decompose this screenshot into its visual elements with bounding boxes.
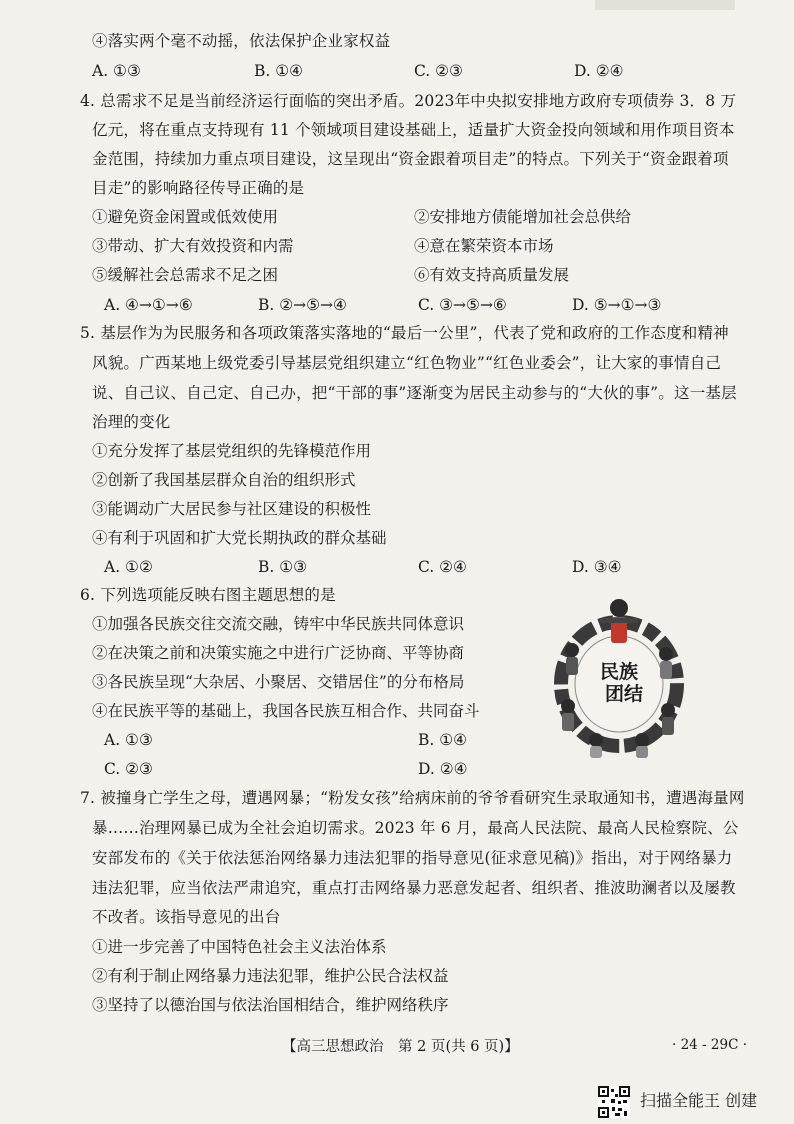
q6-item-2: ②在决策之前和决策实施之中进行广泛协商、平等协商 — [92, 644, 465, 662]
q5-stem-line-3: 说、自己议、自己定、自己办，把“干部的事”逐渐变为居民主动参与的“大伙的事”。这一基层 — [92, 384, 737, 402]
q4-stem-line-4: 目走”的影响路径传导正确的是 — [92, 179, 305, 197]
illustration-title-line-2: 团结 — [604, 683, 644, 705]
q6-item-4: ④在民族平等的基础上，我国各民族互相合作、共同奋斗 — [92, 702, 480, 720]
q7-item-3: ③坚持了以德治国与依法治国相结合，维护网络秩序 — [92, 996, 449, 1014]
q5-stem-line-1: 5. 基层作为为民服务和各项政策落实落地的“最后一公里”，代表了党和政府的工作态度和精神 — [80, 324, 729, 342]
q5-choice-a: A. ①② — [104, 558, 153, 576]
q6-choice-b: B. ①④ — [418, 731, 468, 749]
q5-item-4: ④有利于巩固和扩大党长期执政的群众基础 — [92, 529, 387, 547]
q6-choice-c: C. ②③ — [104, 760, 153, 778]
q5-item-1: ①充分发挥了基层党组织的先锋模范作用 — [92, 442, 372, 460]
scanner-watermark: 扫描全能王 创建 — [640, 1091, 758, 1110]
scan-artifact — [595, 0, 735, 10]
q7-stem-line-5: 不改者。该指导意见的出台 — [92, 908, 281, 926]
q6-item-3: ③各民族呈现“大杂居、小聚居、交错居住”的分布格局 — [92, 673, 465, 691]
q5-stem-line-2: 风貌。广西某地上级党委引导基层党组织建立“红色物业”“红色业委会”，让大家的事情自己 — [92, 354, 722, 372]
q4-stem-line-2: 亿元，将在重点支持现有 11 个领域项目建设基础上，适量扩大资金投向领域和用作项目资本 — [92, 121, 735, 139]
q4-item-4: ④意在繁荣资本市场 — [414, 237, 554, 255]
qr-code-icon — [598, 1086, 630, 1118]
q4-item-1: ①避免资金闲置或低效使用 — [92, 208, 279, 226]
exam-code: · 24 - 29C · — [672, 1037, 747, 1053]
q5-item-3: ③能调动广大居民参与社区建设的积极性 — [92, 500, 372, 518]
q3-item-4: ④落实两个毫不动摇，依法保护企业家权益 — [92, 32, 391, 50]
q4-choice-c: C. ③→⑤→⑥ — [418, 296, 507, 314]
q5-choice-c: C. ②④ — [418, 558, 467, 576]
q4-item-3: ③带动、扩大有效投资和内需 — [92, 237, 294, 255]
q6-choice-a: A. ①③ — [104, 731, 153, 749]
illustration-title-line-1: 民族 — [599, 661, 639, 683]
q4-stem-line-3: 金范围，持续加力重点项目建设，这呈现出“资金跟着项目走”的特点。下列关于“资金跟着项 — [92, 150, 729, 168]
q4-choice-d: D. ⑤→①→③ — [572, 296, 662, 314]
q7-stem-line-3: 安部发布的《关于依法惩治网络暴力违法犯罪的指导意见(征求意见稿)》指出，对于网络暴力 — [92, 849, 733, 867]
q4-choice-a: A. ④→①→⑥ — [104, 296, 193, 314]
q3-choice-b: B. ①④ — [254, 62, 304, 80]
q3-choice-a: A. ①③ — [92, 62, 141, 80]
page-footer: 【高三思想政治 第 2 页(共 6 页)】 — [282, 1039, 519, 1055]
q7-stem-line-1: 7. 被撞身亡学生之母，遭遇网暴；“粉发女孩”给病床前的爷爷看研究生录取通知书，遭遇海量网 — [80, 789, 745, 807]
q3-choice-d: D. ②④ — [574, 62, 624, 80]
q4-item-2: ②安排地方债能增加社会总供给 — [414, 208, 632, 226]
q4-choice-b: B. ②→⑤→④ — [258, 296, 347, 314]
q6-item-1: ①加强各民族交往交流交融，铸牢中华民族共同体意识 — [92, 615, 465, 633]
q5-choice-b: B. ①③ — [258, 558, 308, 576]
q5-item-2: ②创新了我国基层群众自治的组织形式 — [92, 471, 356, 489]
q4-item-5: ⑤缓解社会总需求不足之困 — [92, 266, 279, 284]
q3-choice-c: C. ②③ — [414, 62, 463, 80]
q6-choice-d: D. ②④ — [418, 760, 468, 778]
q7-item-1: ①进一步完善了中国特色社会主义法治体系 — [92, 938, 387, 956]
q7-item-2: ②有利于制止网络暴力违法犯罪，维护公民合法权益 — [92, 967, 449, 985]
q4-item-6: ⑥有效支持高质量发展 — [414, 266, 570, 284]
q6-stem: 6. 下列选项能反映右图主题思想的是 — [80, 586, 336, 604]
q5-choice-d: D. ③④ — [572, 558, 622, 576]
q5-stem-line-4: 治理的变化 — [92, 413, 171, 431]
ethnic-unity-illustration — [548, 588, 690, 760]
q4-stem-line-1: 4. 总需求不足是当前经济运行面临的突出矛盾。2023年中央拟安排地方政府专项债券 3．8 万 — [80, 92, 737, 110]
q7-stem-line-2: 暴……治理网暴已成为全社会迫切需求。2023 年 6 月，最高人民法院、最高人民检察院、公 — [92, 819, 739, 837]
q7-stem-line-4: 违法犯罪，应当依法严肃追究，重点打击网络暴力恶意发起者、组织者、推波助澜者以及屡教 — [92, 879, 736, 897]
